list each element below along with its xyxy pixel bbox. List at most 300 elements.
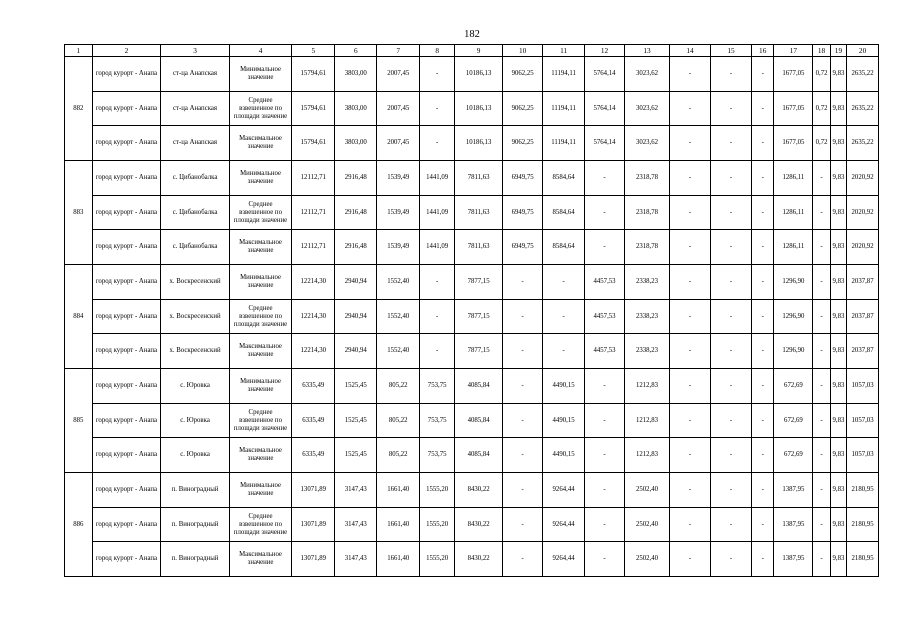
column-number-2: 2 <box>92 45 161 57</box>
table-cell: 1212,83 <box>624 369 669 404</box>
table-cell: 7877,15 <box>455 334 503 369</box>
table-cell: 9264,44 <box>543 508 585 542</box>
table-cell: - <box>710 369 751 404</box>
table-cell: 2007,45 <box>377 92 420 126</box>
table-cell: - <box>710 126 751 161</box>
table-cell: - <box>813 404 830 438</box>
table-cell: Максимальное значение <box>229 126 291 161</box>
table-cell: - <box>751 230 774 265</box>
table-cell: 6335,49 <box>292 438 335 473</box>
table-cell: - <box>670 404 711 438</box>
table-cell: с. Юровка <box>161 404 230 438</box>
table-cell: 9062,25 <box>503 126 543 161</box>
column-number-16: 16 <box>751 45 774 57</box>
table-cell: 9,83 <box>830 196 846 230</box>
table-cell: - <box>751 508 774 542</box>
table-cell: - <box>751 404 774 438</box>
table-cell: 1677,05 <box>774 126 813 161</box>
table-cell: 6949,75 <box>503 230 543 265</box>
table-cell: 1441,09 <box>420 196 455 230</box>
table-cell: - <box>420 57 455 92</box>
table-cell: 15794,61 <box>292 57 335 92</box>
table-cell: 5764,14 <box>585 57 625 92</box>
table-cell: - <box>670 126 711 161</box>
table-cell: 8430,22 <box>455 542 503 577</box>
table-cell: Минимальное значение <box>229 473 291 508</box>
table-cell: 6335,49 <box>292 369 335 404</box>
table-cell: - <box>585 404 625 438</box>
table-cell: 12112,71 <box>292 230 335 265</box>
table-cell: 9,83 <box>830 369 846 404</box>
table-cell: 1286,11 <box>774 230 813 265</box>
table-cell: - <box>543 300 585 334</box>
table-cell: 2635,22 <box>847 57 879 92</box>
table-cell: 1661,40 <box>377 542 420 577</box>
table-cell: с. Цибанобалка <box>161 196 230 230</box>
table-cell: - <box>751 369 774 404</box>
table-cell: 9264,44 <box>543 473 585 508</box>
table-cell: 2318,78 <box>624 161 669 196</box>
table-cell: - <box>710 196 751 230</box>
table-cell: - <box>710 473 751 508</box>
table-cell: город курорт - Анапа <box>92 542 161 577</box>
table-cell: 3147,43 <box>335 542 377 577</box>
table-cell: 13071,89 <box>292 508 335 542</box>
table-row <box>65 369 879 404</box>
table-cell: 672,69 <box>774 369 813 404</box>
table-cell: - <box>813 161 830 196</box>
data-table <box>64 44 879 577</box>
table-cell: х. Воскресенский <box>161 300 230 334</box>
header-row <box>65 45 879 57</box>
table-cell: 2020,92 <box>847 161 879 196</box>
table-cell: - <box>420 126 455 161</box>
table-cell: - <box>710 265 751 300</box>
table-cell: 2037,87 <box>847 265 879 300</box>
table-cell: 2940,94 <box>335 300 377 334</box>
table-cell: 1057,03 <box>847 369 879 404</box>
table-cell: 1296,90 <box>774 265 813 300</box>
page-number: 182 <box>464 29 480 40</box>
table-cell: город курорт - Анапа <box>92 126 161 161</box>
table-cell: 9062,25 <box>503 57 543 92</box>
table-cell: - <box>670 57 711 92</box>
table-cell: 12112,71 <box>292 161 335 196</box>
table-cell: - <box>670 92 711 126</box>
table-cell: - <box>751 265 774 300</box>
table-row <box>65 542 879 577</box>
table-cell: - <box>751 438 774 473</box>
table-cell: 0,72 <box>813 57 830 92</box>
table-cell: - <box>503 404 543 438</box>
table-cell: 2916,48 <box>335 230 377 265</box>
table-row <box>65 438 879 473</box>
table-cell: 9,83 <box>830 92 846 126</box>
table-cell: - <box>420 92 455 126</box>
table-row <box>65 473 879 508</box>
table-cell: - <box>585 542 625 577</box>
table-cell: город курорт - Анапа <box>92 230 161 265</box>
column-number-6: 6 <box>335 45 377 57</box>
column-number-18: 18 <box>813 45 830 57</box>
table-cell: - <box>710 57 751 92</box>
table-cell: 2180,95 <box>847 542 879 577</box>
table-cell: 12214,30 <box>292 334 335 369</box>
table-cell: - <box>813 542 830 577</box>
column-number-9: 9 <box>455 45 503 57</box>
table-cell: Среднее взвешенное по площади значение <box>229 92 291 126</box>
table-cell: - <box>751 334 774 369</box>
table-cell: - <box>751 300 774 334</box>
table-row <box>65 508 879 542</box>
column-number-12: 12 <box>585 45 625 57</box>
table-cell: 1539,49 <box>377 161 420 196</box>
table-cell: 9,83 <box>830 438 846 473</box>
table-cell: 2940,94 <box>335 334 377 369</box>
table-cell: - <box>813 196 830 230</box>
table-cell: 9264,44 <box>543 542 585 577</box>
row-group-number: 882 <box>65 57 93 161</box>
table-cell: - <box>503 300 543 334</box>
table-cell: 2635,22 <box>847 126 879 161</box>
table-cell: - <box>751 473 774 508</box>
table-cell: 2318,78 <box>624 196 669 230</box>
table-row <box>65 230 879 265</box>
table-cell: Среднее взвешенное по площади значение <box>229 196 291 230</box>
table-cell: 3023,62 <box>624 92 669 126</box>
table-cell: - <box>670 300 711 334</box>
table-cell: 1677,05 <box>774 92 813 126</box>
table-cell: 1539,49 <box>377 196 420 230</box>
table-cell: 672,69 <box>774 404 813 438</box>
table-cell: 8430,22 <box>455 473 503 508</box>
table-cell: х. Воскресенский <box>161 334 230 369</box>
table-cell: 9,83 <box>830 230 846 265</box>
table-cell: Минимальное значение <box>229 57 291 92</box>
table-cell: 1525,45 <box>335 404 377 438</box>
column-number-11: 11 <box>543 45 585 57</box>
table-cell: Минимальное значение <box>229 161 291 196</box>
table-cell: 7877,15 <box>455 300 503 334</box>
table-cell: 7811,63 <box>455 196 503 230</box>
column-number-15: 15 <box>710 45 751 57</box>
table-cell: 9,83 <box>830 57 846 92</box>
table-cell: 9,83 <box>830 265 846 300</box>
table-cell: 3803,00 <box>335 57 377 92</box>
table-cell: Минимальное значение <box>229 369 291 404</box>
table-cell: ст-ца Анапская <box>161 57 230 92</box>
table-cell: 7811,63 <box>455 230 503 265</box>
table-cell: 1286,11 <box>774 196 813 230</box>
table-row <box>65 300 879 334</box>
table-cell: 6335,49 <box>292 404 335 438</box>
table-cell: 1661,40 <box>377 473 420 508</box>
table-cell: 2338,23 <box>624 334 669 369</box>
table-cell: 0,72 <box>813 126 830 161</box>
table-cell: 4085,84 <box>455 404 503 438</box>
table-cell: город курорт - Анапа <box>92 300 161 334</box>
table-cell: - <box>710 542 751 577</box>
table-row <box>65 196 879 230</box>
table-cell: с. Юровка <box>161 438 230 473</box>
table-cell: 3147,43 <box>335 473 377 508</box>
table-cell: 12214,30 <box>292 300 335 334</box>
table-cell: 9,83 <box>830 126 846 161</box>
table-cell: 13071,89 <box>292 473 335 508</box>
table-cell: 753,75 <box>420 369 455 404</box>
table-cell: с. Цибанобалка <box>161 230 230 265</box>
table-cell: 9,83 <box>830 334 846 369</box>
table-cell: - <box>420 334 455 369</box>
table-body <box>65 45 879 577</box>
table-cell: город курорт - Анапа <box>92 369 161 404</box>
table-cell: - <box>710 230 751 265</box>
table-cell: 2180,95 <box>847 473 879 508</box>
table-cell: - <box>585 230 625 265</box>
table-cell: 2020,92 <box>847 196 879 230</box>
table-cell: - <box>503 369 543 404</box>
table-cell: город курорт - Анапа <box>92 473 161 508</box>
table-cell: Максимальное значение <box>229 334 291 369</box>
table-cell: - <box>503 542 543 577</box>
table-cell: 1057,03 <box>847 438 879 473</box>
table-cell: - <box>710 161 751 196</box>
table-cell: - <box>420 300 455 334</box>
table-cell: 2020,92 <box>847 230 879 265</box>
table-cell: 13071,89 <box>292 542 335 577</box>
table-cell: 1387,95 <box>774 508 813 542</box>
table-cell: 805,22 <box>377 369 420 404</box>
table-cell: город курорт - Анапа <box>92 161 161 196</box>
table-cell: 2502,40 <box>624 508 669 542</box>
table-cell: город курорт - Анапа <box>92 438 161 473</box>
table-cell: 9,83 <box>830 161 846 196</box>
table-cell: 15794,61 <box>292 92 335 126</box>
table-cell: 1555,20 <box>420 542 455 577</box>
table-cell: 6949,75 <box>503 196 543 230</box>
table-cell: 3023,62 <box>624 126 669 161</box>
table-cell: - <box>751 92 774 126</box>
table-cell: 2916,48 <box>335 196 377 230</box>
table-cell: - <box>813 508 830 542</box>
table-cell: 9,83 <box>830 473 846 508</box>
table-cell: с. Цибанобалка <box>161 161 230 196</box>
table-cell: 2338,23 <box>624 300 669 334</box>
table-cell: 2916,48 <box>335 161 377 196</box>
table-cell: - <box>503 334 543 369</box>
table-cell: ст-ца Анапская <box>161 126 230 161</box>
table-cell: 9,83 <box>830 542 846 577</box>
table-cell: - <box>543 334 585 369</box>
row-group-number: 884 <box>65 265 93 369</box>
table-cell: п. Виноградный <box>161 473 230 508</box>
table-cell: 15794,61 <box>292 126 335 161</box>
table-cell: 7811,63 <box>455 161 503 196</box>
row-group-number: 883 <box>65 161 93 265</box>
table-cell: п. Виноградный <box>161 542 230 577</box>
table-cell: - <box>813 265 830 300</box>
table-row <box>65 404 879 438</box>
table-cell: - <box>670 230 711 265</box>
table-cell: - <box>670 473 711 508</box>
table-cell: 1552,40 <box>377 265 420 300</box>
table-row <box>65 57 879 92</box>
table-cell: - <box>751 542 774 577</box>
table-cell: 2940,94 <box>335 265 377 300</box>
table-cell: - <box>585 161 625 196</box>
table-cell: Максимальное значение <box>229 542 291 577</box>
table-cell: 3023,62 <box>624 57 669 92</box>
table-cell: 805,22 <box>377 404 420 438</box>
table-cell: 1555,20 <box>420 473 455 508</box>
table-cell: 1552,40 <box>377 334 420 369</box>
table-cell: - <box>710 92 751 126</box>
table-cell: 9062,25 <box>503 92 543 126</box>
column-number-13: 13 <box>624 45 669 57</box>
table-cell: 3803,00 <box>335 92 377 126</box>
table-row <box>65 161 879 196</box>
table-cell: - <box>710 334 751 369</box>
table-cell: - <box>585 196 625 230</box>
table-cell: 4490,15 <box>543 438 585 473</box>
table-cell: 6949,75 <box>503 161 543 196</box>
table-cell: ст-ца Анапская <box>161 92 230 126</box>
table-cell: Максимальное значение <box>229 438 291 473</box>
table-cell: 11194,11 <box>543 57 585 92</box>
table-cell: Среднее взвешенное по площади значение <box>229 404 291 438</box>
table-cell: х. Воскресенский <box>161 265 230 300</box>
table-cell: 8584,64 <box>543 161 585 196</box>
table-cell: - <box>813 438 830 473</box>
table-cell: 1552,40 <box>377 300 420 334</box>
column-number-7: 7 <box>377 45 420 57</box>
table-cell: 2338,23 <box>624 265 669 300</box>
table-cell: Минимальное значение <box>229 265 291 300</box>
table-cell: 9,83 <box>830 300 846 334</box>
table-cell: - <box>503 508 543 542</box>
table-cell: 1677,05 <box>774 57 813 92</box>
table-cell: 2180,95 <box>847 508 879 542</box>
table-cell: 1057,03 <box>847 404 879 438</box>
table-cell: 1555,20 <box>420 508 455 542</box>
table-cell: - <box>751 196 774 230</box>
table-cell: - <box>710 438 751 473</box>
column-number-20: 20 <box>847 45 879 57</box>
table-cell: - <box>710 508 751 542</box>
table-cell: 672,69 <box>774 438 813 473</box>
table-cell: - <box>670 265 711 300</box>
column-number-19: 19 <box>830 45 846 57</box>
table-cell: - <box>585 473 625 508</box>
table-cell: 5764,14 <box>585 126 625 161</box>
table-cell: 5764,14 <box>585 92 625 126</box>
row-group-number: 886 <box>65 473 93 577</box>
table-cell: 10186,13 <box>455 126 503 161</box>
table-cell: 4085,84 <box>455 438 503 473</box>
table-cell: - <box>670 196 711 230</box>
table-cell: - <box>670 508 711 542</box>
table-cell: 4490,15 <box>543 404 585 438</box>
table-cell: 805,22 <box>377 438 420 473</box>
table-cell: - <box>670 369 711 404</box>
table-cell: 2037,87 <box>847 300 879 334</box>
table-cell: 1525,45 <box>335 438 377 473</box>
table-cell: - <box>503 438 543 473</box>
table-cell: 4457,53 <box>585 265 625 300</box>
table-cell: - <box>670 542 711 577</box>
table-cell: 4085,84 <box>455 369 503 404</box>
table-cell: 1661,40 <box>377 508 420 542</box>
column-number-17: 17 <box>774 45 813 57</box>
table-cell: - <box>585 508 625 542</box>
column-number-3: 3 <box>161 45 230 57</box>
table-row <box>65 334 879 369</box>
table-cell: 10186,13 <box>455 92 503 126</box>
table-cell: - <box>813 334 830 369</box>
table-cell: 1387,95 <box>774 542 813 577</box>
table-cell: 2635,22 <box>847 92 879 126</box>
table-cell: 8584,64 <box>543 196 585 230</box>
table-row <box>65 92 879 126</box>
table-cell: - <box>751 126 774 161</box>
table-cell: 4457,53 <box>585 300 625 334</box>
table-cell: с. Юровка <box>161 369 230 404</box>
table-cell: - <box>813 369 830 404</box>
column-number-4: 4 <box>229 45 291 57</box>
table-cell: 3147,43 <box>335 508 377 542</box>
table-cell: 2007,45 <box>377 57 420 92</box>
table-row <box>65 265 879 300</box>
table-cell: 1441,09 <box>420 230 455 265</box>
table-cell: - <box>710 300 751 334</box>
table-cell: - <box>420 265 455 300</box>
table-cell: 1212,83 <box>624 404 669 438</box>
table-cell: 0,72 <box>813 92 830 126</box>
table-cell: 2007,45 <box>377 126 420 161</box>
table-cell: - <box>751 161 774 196</box>
table-cell: - <box>813 473 830 508</box>
table-cell: Максимальное значение <box>229 230 291 265</box>
table-cell: - <box>670 334 711 369</box>
table-cell: 4490,15 <box>543 369 585 404</box>
table-cell: - <box>503 473 543 508</box>
table-cell: 12112,71 <box>292 196 335 230</box>
table-cell: 11194,11 <box>543 92 585 126</box>
column-number-1: 1 <box>65 45 93 57</box>
table-cell: 753,75 <box>420 404 455 438</box>
table-cell: - <box>543 265 585 300</box>
table-cell: город курорт - Анапа <box>92 265 161 300</box>
table-cell: 9,83 <box>830 404 846 438</box>
table-cell: 11194,11 <box>543 126 585 161</box>
table-cell: п. Виноградный <box>161 508 230 542</box>
table-cell: 1296,90 <box>774 300 813 334</box>
table-cell: 753,75 <box>420 438 455 473</box>
table-cell: 1387,95 <box>774 473 813 508</box>
table-cell: 2037,87 <box>847 334 879 369</box>
table-cell: - <box>813 230 830 265</box>
table-cell: - <box>751 57 774 92</box>
table-cell: 8430,22 <box>455 508 503 542</box>
table-cell: 1212,83 <box>624 438 669 473</box>
table-cell: - <box>585 369 625 404</box>
table-cell: - <box>670 438 711 473</box>
table-cell: - <box>813 300 830 334</box>
table-cell: 7877,15 <box>455 265 503 300</box>
table-cell: город курорт - Анапа <box>92 57 161 92</box>
table-cell: 2502,40 <box>624 542 669 577</box>
table-cell: 3803,00 <box>335 126 377 161</box>
